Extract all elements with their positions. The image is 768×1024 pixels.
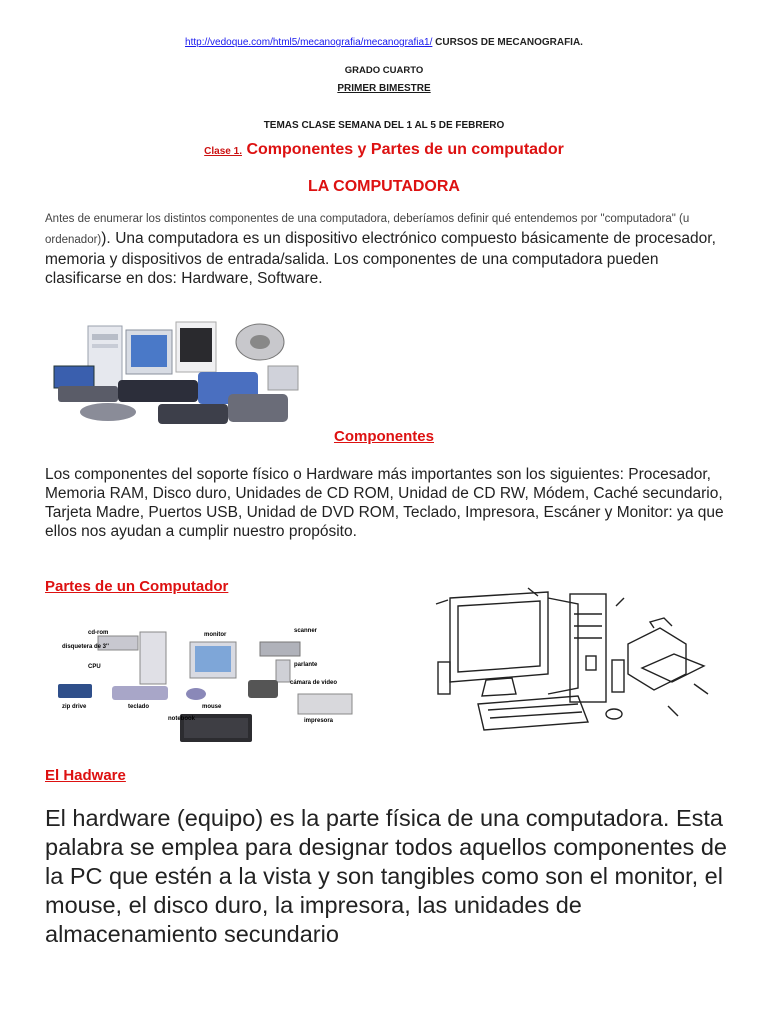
label-mouse: mouse [202,704,222,710]
computer-parts-photo [48,622,370,750]
course-link[interactable]: http://vedoque.com/html5/mecanografia/mecanografia1/ [185,37,433,48]
course-name: CURSOS DE MECANOGRAFIA. [435,37,583,48]
class-number: Clase 1. [204,146,242,157]
intro-red-term-2: Hardware, Software [181,270,319,287]
intro-end: . [318,270,323,287]
header-line [0,37,768,48]
label-cdrom: cd-rom [88,630,109,636]
label-disquetera: disquetera de 3'' [62,644,109,650]
label-monitor: monitor [204,632,227,638]
intro-paragraph [45,208,735,288]
computer-equipment-photo [48,316,306,434]
heading-la-computadora: LA COMPUTADORA [308,178,460,195]
grade-label: GRADO CUARTO [344,65,424,76]
class-title [0,141,768,159]
term-label: PRIMER BIMESTRE [337,83,431,94]
label-notebook: notebook [168,716,195,722]
heading-partes: Partes de un Computador [45,578,229,595]
computer-line-drawing [428,584,728,734]
label-zip: zip drive [62,704,87,710]
label-cpu: CPU [88,664,101,670]
label-impresora: impresora [304,718,334,724]
intro-red-term: Una computadora [115,230,239,247]
intro-rest-text: es un dispositivo electrónico compuesto básicamente de procesador, memoria y dispositivos de entrada/salida. Los componentes de una computadora pueden clasificarse en dos: [45,230,716,287]
label-camara: cámara de video [290,680,338,686]
topics-label: TEMAS CLASE SEMANA DEL 1 AL 5 DE FEBRERO [263,120,505,131]
intro-small-text: Antes de enumerar los distintos componentes de una computadora, deberíamos definir qué entendemos por "computadora" (u ordenador) [45,213,690,246]
intro-paren: ). [101,230,111,247]
class-topic: Componentes y Partes de un computador [246,141,564,158]
label-teclado: teclado [128,704,150,710]
componentes-paragraph: Los componentes del soporte físico o Hardware más importantes son los siguientes: Procesador, Memoria RAM, Disco duro, Unidades de CD ROM, Unidad de CD RW, Módem, Caché secundario, Tarjeta Madre, Puertos USB, Unidad de DVD ROM, Teclado, Impresora, Escáner y Monitor: ya que ellos nos ayudan a cumplir nuestro propósito. [45,466,724,540]
label-parlante: parlante [294,662,318,668]
hardware-paragraph: El hardware (equipo) es la parte física de una computadora. Esta palabra se emplea para designar todos aquellos componentes de la PC que estén a la vista y son tangibles como son el monitor, el mouse, el disco duro, la impresora, las unidades de almacenamiento secundario [45,805,727,947]
heading-componentes: Componentes [333,428,434,445]
label-scanner: scanner [294,628,318,634]
heading-hardware: El Hadware [45,767,126,784]
